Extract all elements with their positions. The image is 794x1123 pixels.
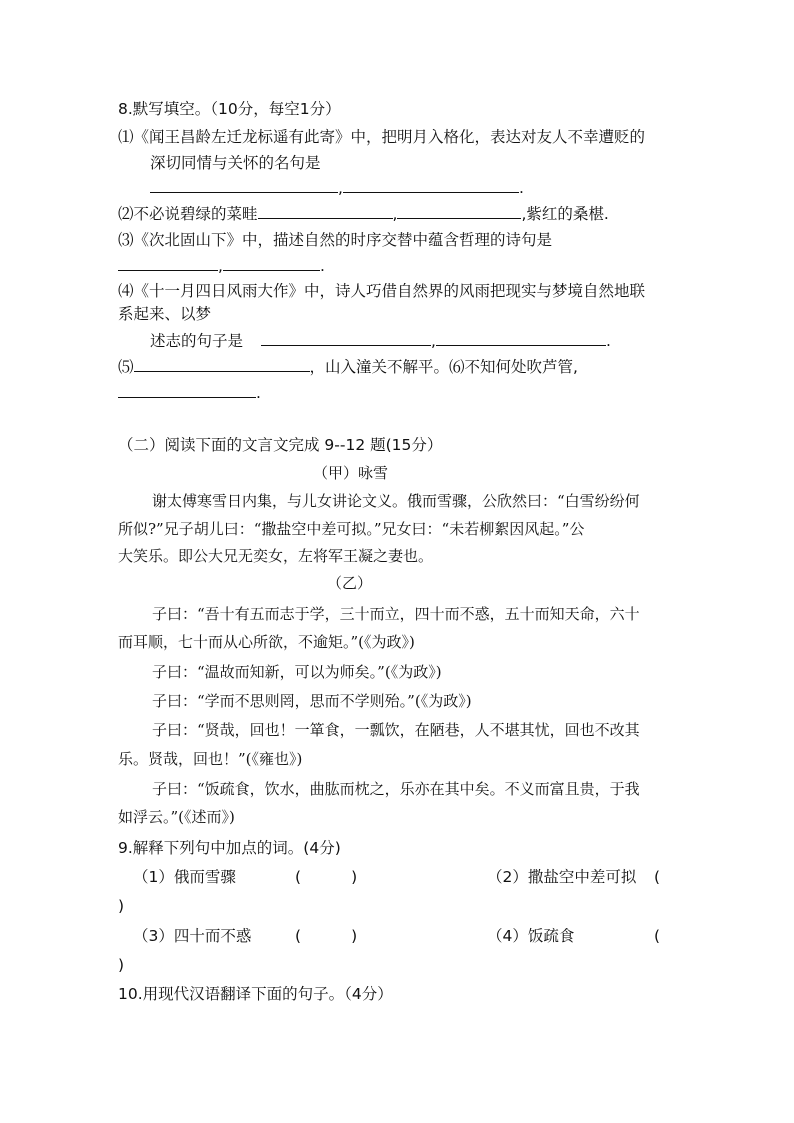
passage-yi-line: 子曰：“吾十有五而志于学，三十而立，四十而不惑，五十而知天命，六十	[152, 605, 640, 623]
q8-item4-text: 述志的句子是	[150, 332, 244, 350]
period: .	[319, 257, 325, 275]
answer-blank[interactable]	[118, 381, 256, 398]
q8-item2-text-a: ⑵不必说碧绿的菜畦	[118, 205, 258, 223]
section2-title: （二）阅读下面的文言文完成 9--12 题(15分）	[118, 436, 443, 454]
q8-title: 8.默写填空。（10分，每空1分）	[118, 100, 341, 118]
passage-yi-line: 而耳顺，七十而从心所欲，不逾矩。”(《为政》)	[118, 633, 415, 651]
q9-item1: （1）俄而雪骤	[133, 868, 236, 886]
answer-blank[interactable]	[343, 176, 519, 193]
q9-item4-answer-open[interactable]: (	[654, 927, 661, 945]
passage-jia-line: 所似?”兄子胡儿曰：“撒盐空中差可拟。”兄女曰：“未若柳絮因风起。”公	[118, 520, 585, 538]
comma: ,	[392, 205, 398, 223]
answer-blank[interactable]	[150, 176, 338, 193]
q9-item3: （3）四十而不惑	[133, 927, 252, 945]
q9-item2-answer-close: )	[118, 897, 125, 915]
q8-item3-answer-row	[118, 254, 325, 277]
passage-jia-line: 大笑乐。即公大兄无奕女，左将军王凝之妻也。	[118, 547, 434, 565]
answer-blank[interactable]	[258, 202, 393, 219]
q9-item3-answer[interactable]	[295, 925, 357, 947]
paren-close: )	[351, 868, 358, 886]
passage-yi-line: 子曰：“饭疏食，饮水，曲肱而枕之，乐亦在其中矣。不义而富且贵，于我	[152, 780, 640, 798]
q8-item1-line1: ⑴《闻王昌龄左迁龙标遥有此寄》中，把明月入格化，表达对友人不幸遭贬的	[118, 128, 646, 146]
q8-item3-line1: ⑶《次北固山下》中，描述自然的时序交替中蕴含哲理的诗句是	[118, 231, 553, 249]
comma: ,	[218, 257, 223, 275]
passage-yi-line: 子曰：“温故而知新，可以为师矣。”(《为政》)	[152, 663, 442, 681]
q10-title: 10.用现代汉语翻译下面的句子。（4分）	[118, 985, 393, 1003]
q8-item1-answer-row	[150, 176, 524, 199]
q8-item1-line2: 深切同情与关怀的名句是	[150, 154, 321, 172]
q8-item4-line2: 系起来、以梦	[118, 305, 212, 323]
q9-item4-answer-close: )	[118, 956, 125, 974]
q8-item4-line1: ⑷《十一月四日风雨大作》中，诗人巧借自然界的风雨把现实与梦境自然地联	[118, 282, 646, 300]
q8-item5-text-b: ，山入潼关不解平。⑹不知何处吹芦管,	[309, 358, 578, 376]
answer-blank[interactable]	[436, 329, 606, 346]
q9-item4: （4）饭疏食	[487, 927, 575, 945]
passage-yi-title: （乙）	[327, 574, 373, 592]
passage-jia-line: 谢太傅寒雪日内集，与儿女讲论文义。俄而雪骤，公欣然曰：“白雪纷纷何	[152, 492, 640, 510]
answer-blank[interactable]	[223, 254, 320, 271]
passage-yi-line: 子曰：“贤哉，回也！一箪食，一瓢饮，在陋巷，人不堪其忧，回也不改其	[152, 721, 640, 739]
period: .	[605, 332, 611, 350]
q9-item2: （2）撒盐空中差可拟	[487, 868, 637, 886]
q9-item2-answer-open[interactable]: (	[654, 868, 661, 886]
q8-item5-row	[118, 355, 578, 378]
answer-blank[interactable]	[397, 202, 521, 219]
q8-item5-text-a: ⑸	[118, 358, 134, 376]
paren-close: )	[351, 927, 358, 945]
passage-yi-line: 乐。贤哉，回也！”(《雍也》)	[118, 750, 303, 768]
paren-open: (	[295, 927, 302, 945]
q8-item4-answer-row	[150, 329, 611, 352]
comma: ,	[338, 179, 343, 197]
q8-item6-answer-row	[118, 381, 261, 404]
comma: ,	[431, 332, 436, 350]
passage-yi-line: 子曰：“学而不思则罔，思而不学则殆。”(《为政》)	[152, 692, 472, 710]
passage-jia-title: （甲）咏雪	[313, 464, 389, 482]
period: .	[256, 384, 261, 402]
q9-title: 9.解释下列句中加点的词。(4分)	[118, 839, 341, 857]
paren-open: (	[295, 868, 302, 886]
q9-item1-answer[interactable]	[295, 866, 357, 888]
q8-item2-text-b: ,紫红的桑椹.	[521, 205, 609, 223]
answer-blank[interactable]	[134, 355, 310, 372]
answer-blank[interactable]	[118, 254, 218, 271]
answer-blank[interactable]	[261, 329, 431, 346]
period: .	[518, 179, 524, 197]
passage-yi-line: 如浮云。”(《述而》)	[118, 808, 235, 826]
q8-item2-row	[118, 202, 609, 225]
